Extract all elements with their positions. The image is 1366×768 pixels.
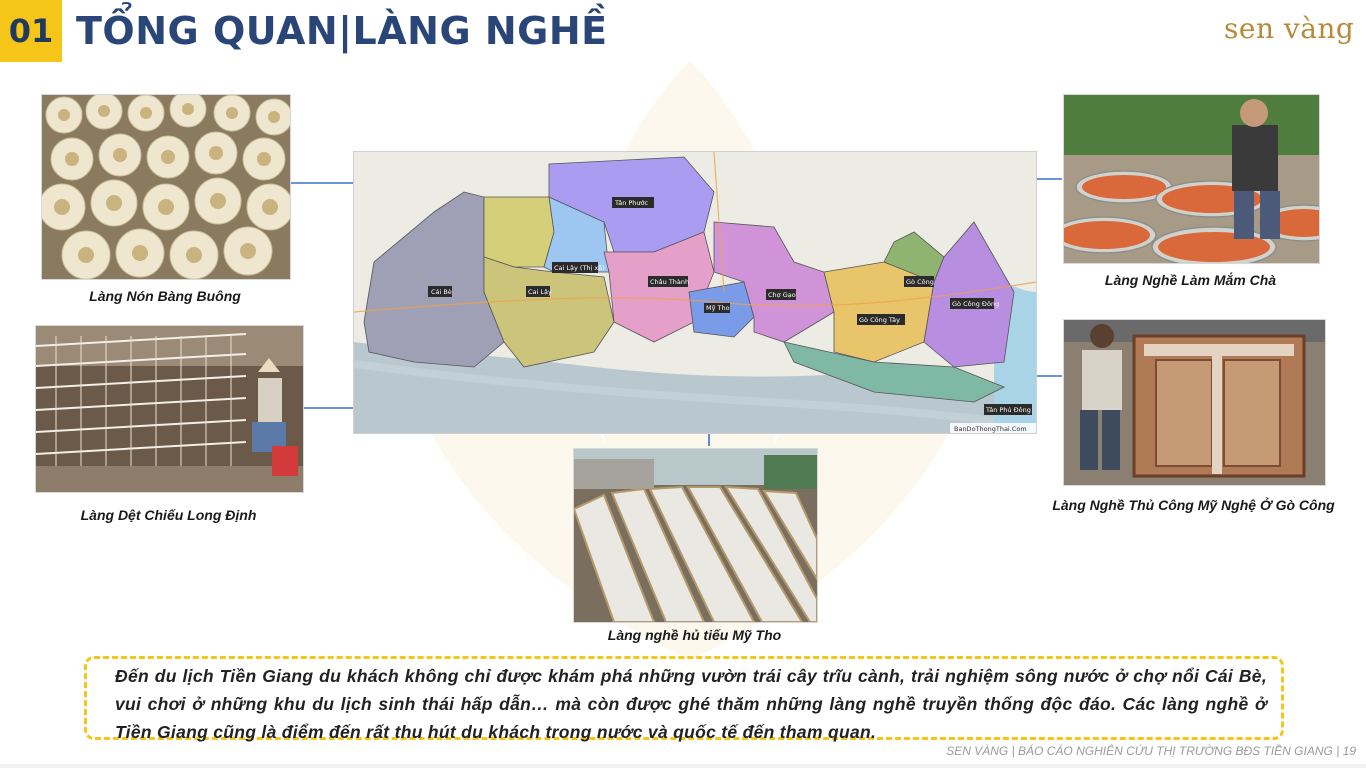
brand-logo bbox=[1224, 6, 1360, 52]
map-label: Gò Công bbox=[906, 278, 934, 286]
district-map bbox=[354, 152, 1036, 433]
logo-text: sen vàng bbox=[1224, 12, 1355, 45]
map-credit: BanDoThongThai.Com bbox=[954, 425, 1027, 433]
map-label: Mỹ Tho bbox=[706, 304, 730, 312]
footer-text: SEN VÀNG | BÁO CÁO NGHIÊN CỨU THỊ TRƯỜNG BĐS TIỀN GIANG | 19 bbox=[946, 744, 1356, 758]
caption-hu-tieu: Làng nghề hủ tiếu Mỹ Tho bbox=[607, 627, 782, 643]
map-label: Cai Lậy (Thị xã) bbox=[554, 264, 605, 272]
conical-hats-image bbox=[42, 95, 290, 279]
carved-furniture-image bbox=[1064, 320, 1325, 485]
map-label: Cái Bè bbox=[431, 288, 452, 296]
description-box bbox=[84, 656, 1284, 740]
photo-hu-tieu bbox=[573, 448, 818, 623]
map-label: Chợ Gạo bbox=[768, 291, 796, 299]
map-label: Gò Công Tây bbox=[859, 316, 900, 324]
photo-det-chieu bbox=[35, 325, 304, 493]
map-label: Tân Phú Đông bbox=[986, 406, 1031, 414]
section-number-badge: 01 bbox=[0, 0, 62, 62]
map-label: Cai Lậy bbox=[528, 288, 552, 296]
map-label: Gò Công Đông bbox=[952, 300, 1000, 308]
district-cai-lay-tx bbox=[484, 197, 554, 267]
map-label: Châu Thành bbox=[650, 278, 690, 286]
noodle-drying-image bbox=[574, 449, 817, 622]
photo-thu-cong-my-nghe bbox=[1063, 319, 1326, 486]
tien-giang-map bbox=[353, 151, 1037, 434]
description-text: Đến du lịch Tiền Giang du khách không chỉ được khám phá những vườn trái cây trĩu cành, trải nghiệm sông nước ở chợ nổi Cái Bè, vui chơi ở những khu du lịch sinh thái hấp dẫn… mà còn được ghé thăm những làng nghề truyền thống độc đáo. Các làng nghề ở Tiền Giang cũng là điểm đến rất thu hút du khách trong nước và quốc tế đến tham quan. bbox=[115, 666, 1267, 742]
caption-det-chieu: Làng Dệt Chiếu Long Định bbox=[80, 507, 257, 523]
page-title: TỔNG QUAN|LÀNG NGHỀ bbox=[76, 9, 608, 53]
photo-non-bang-buong bbox=[41, 94, 291, 280]
caption-thu-cong-my-nghe: Làng Nghề Thủ Công Mỹ Nghệ Ở Gò Công bbox=[1052, 497, 1335, 513]
caption-non-bang-buong: Làng Nón Bàng Buông bbox=[89, 288, 241, 304]
map-label: Tân Phước bbox=[615, 199, 649, 207]
caption-mam-cha: Làng Nghề Làm Mắm Chà bbox=[1104, 272, 1277, 288]
weaving-loom-image bbox=[36, 326, 303, 492]
photo-mam-cha bbox=[1063, 94, 1320, 264]
footer-divider bbox=[0, 764, 1366, 768]
fish-sauce-jars-image bbox=[1064, 95, 1319, 263]
